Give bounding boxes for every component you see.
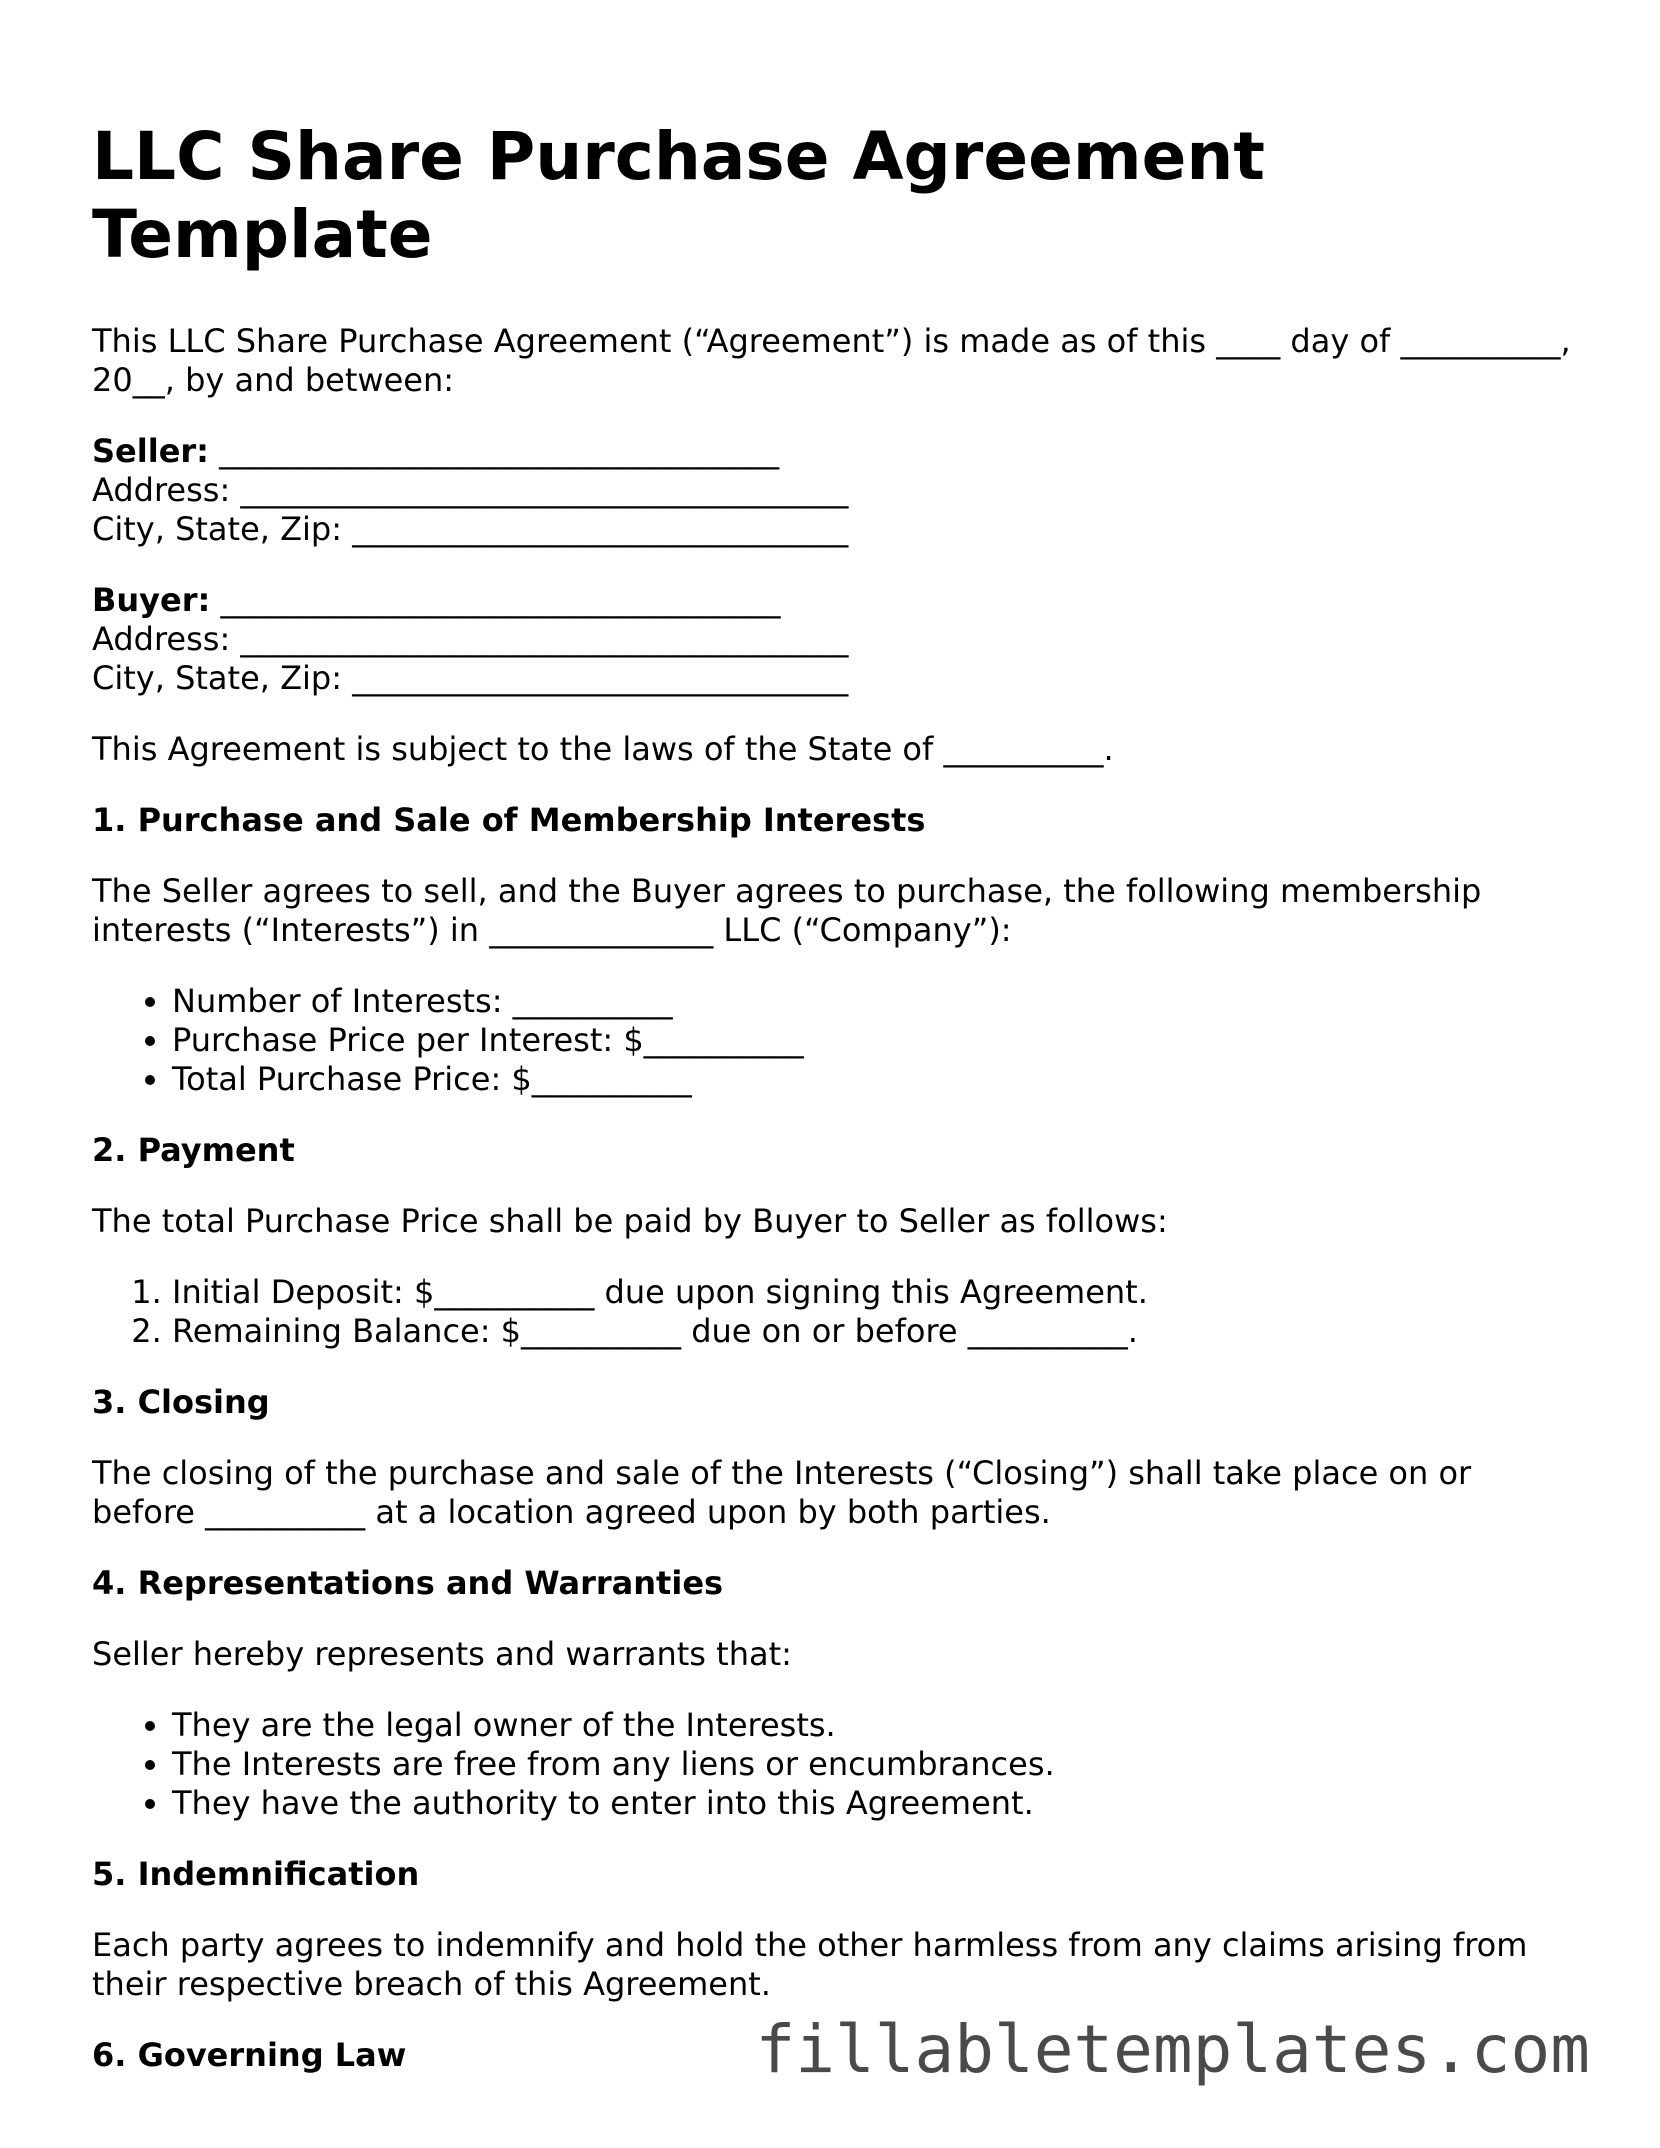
list-item: • Total Purchase Price: $__________ [172,1060,1572,1099]
seller-block [92,432,1572,549]
title-line-1: LLC Share Purchase Agreement [92,118,1265,195]
seller-city-state-zip: City, State, Zip: _______________________________ [92,510,849,548]
seller-address: Address: ______________________________________ [92,471,849,509]
section-2-heading: 2. Payment [92,1131,295,1169]
buyer-block [92,581,1572,698]
governing-state-paragraph: This Agreement is subject to the laws of the State of __________. [92,730,1114,768]
section-1-list [92,982,1572,1099]
list-item: 1. Initial Deposit: $__________ due upon signing this Agreement. [172,1273,1572,1312]
seller-label: Seller: [92,432,209,470]
section-4-list [92,1706,1572,1823]
title-line-2: Template [92,196,433,273]
section-1-body: The Seller agrees to sell, and the Buyer agrees to purchase, the following membership interests (“Interests”) in ______________ LLC (“Company”): [92,872,1482,949]
section-5-heading: 5. Indemnification [92,1855,420,1893]
list-item: 2. Remaining Balance: $__________ due on or before __________. [172,1312,1572,1351]
buyer-name-line [92,581,1572,620]
list-item: • The Interests are free from any liens or encumbrances. [172,1745,1572,1784]
list-item: • They have the authority to enter into this Agreement. [172,1784,1572,1823]
buyer-label: Buyer: [92,581,211,619]
intro-paragraph: This LLC Share Purchase Agreement (“Agreement”) is made as of this ____ day of __________, 20__, by and between: [92,322,1571,399]
watermark: fillabletemplates.com [755,2011,1590,2088]
buyer-city-state-zip: City, State, Zip: _______________________________ [92,659,849,697]
document-page [92,118,1572,2107]
section-2-list [92,1273,1572,1351]
buyer-address: Address: ______________________________________ [92,620,849,658]
list-item: • They are the legal owner of the Interests. [172,1706,1572,1745]
section-6-heading: 6. Governing Law [92,2036,407,2074]
section-4-body: Seller hereby represents and warrants that: [92,1635,792,1673]
document-title [92,118,1572,274]
section-2-body: The total Purchase Price shall be paid by Buyer to Seller as follows: [92,1202,1168,1240]
section-3-body: The closing of the purchase and sale of the Interests (“Closing”) shall take place on or before __________ at a location agreed upon by both parties. [92,1454,1472,1531]
section-3-heading: 3. Closing [92,1383,270,1421]
section-1-heading: 1. Purchase and Sale of Membership Interests [92,801,926,839]
list-item: • Number of Interests: __________ [172,982,1572,1021]
seller-name-blank: ___________________________________ [208,432,780,470]
buyer-name-blank: ___________________________________ [210,581,781,619]
section-4-heading: 4. Representations and Warranties [92,1564,724,1602]
section-5-body: Each party agrees to indemnify and hold the other harmless from any claims arising from their respective breach of this Agreement. [92,1926,1528,2003]
list-item: • Purchase Price per Interest: $__________ [172,1021,1572,1060]
seller-name-line [92,432,1572,471]
